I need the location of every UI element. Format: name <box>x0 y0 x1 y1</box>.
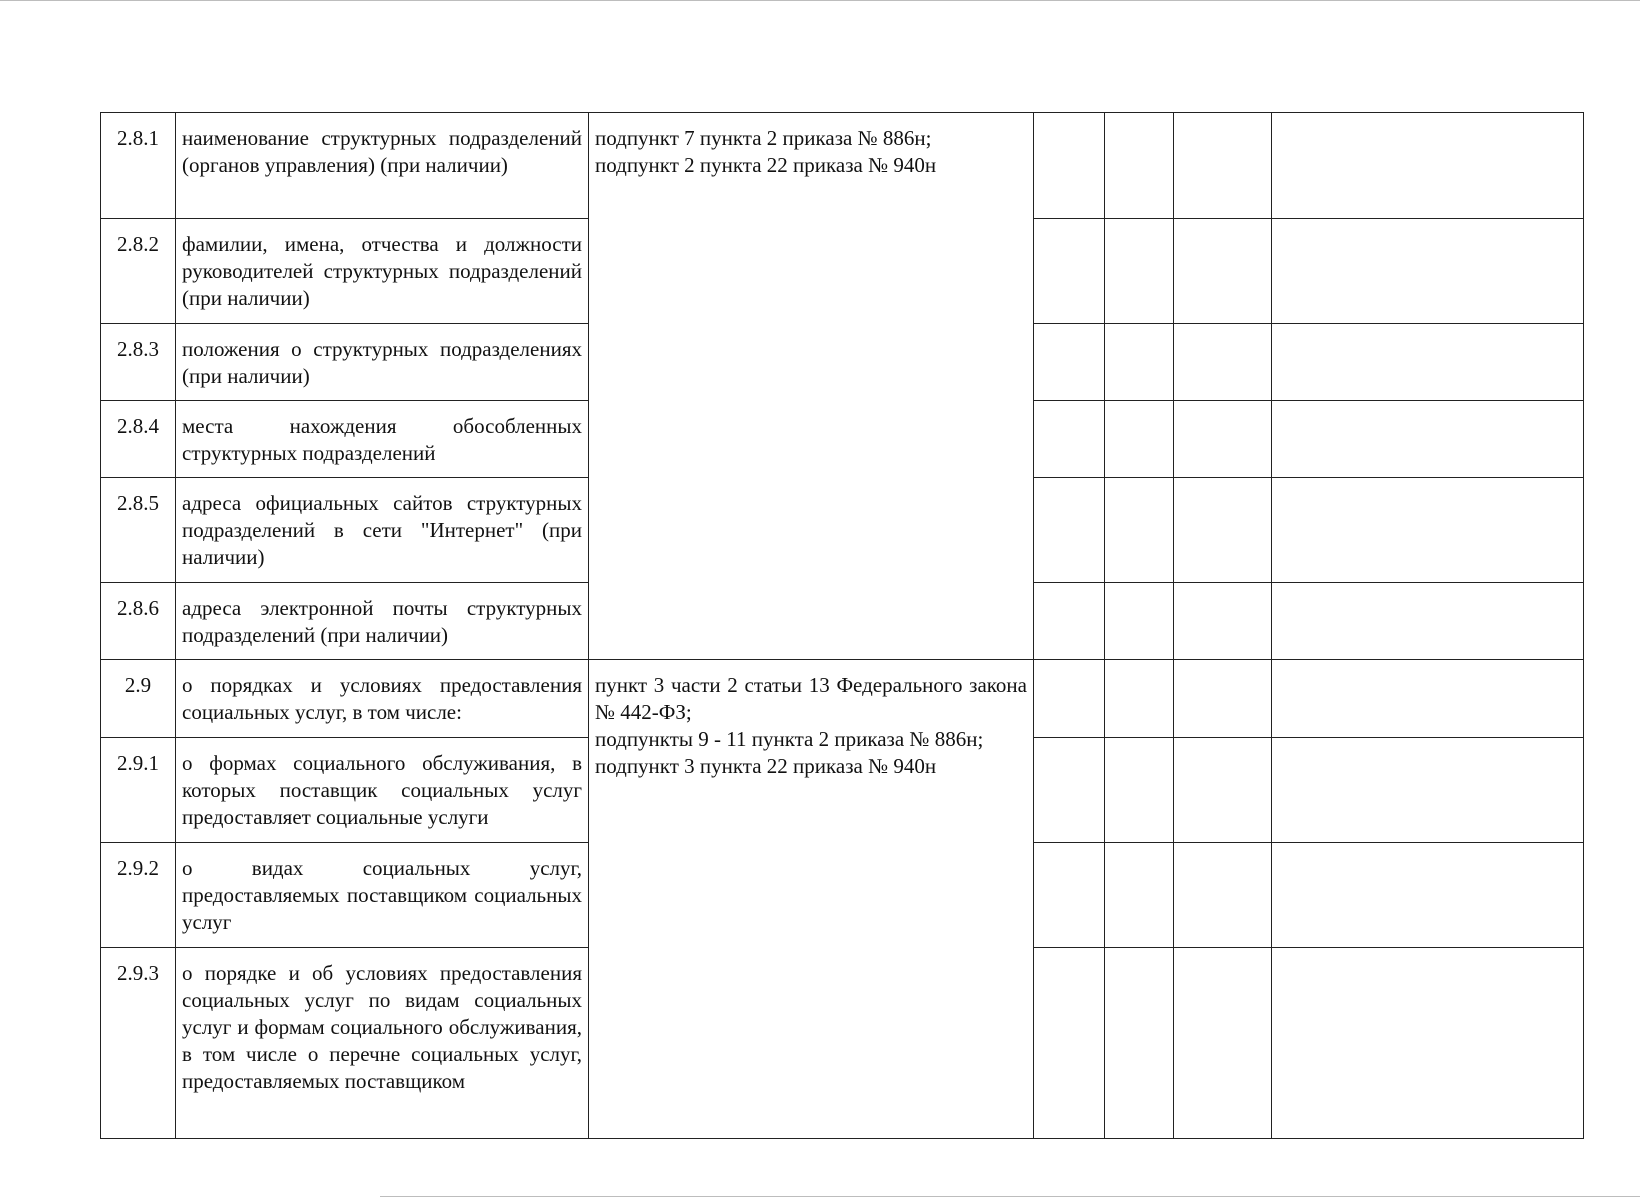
scan-edge-bottom <box>380 1196 1640 1197</box>
empty-cell <box>1272 324 1584 401</box>
empty-cell <box>1174 583 1272 660</box>
empty-cell <box>1034 113 1105 219</box>
row-number: 2.8.6 <box>101 583 176 660</box>
row-description: наименование структурных подразделений (органов управления) (при наличии) <box>176 113 589 219</box>
empty-cell <box>1174 324 1272 401</box>
empty-cell <box>1105 583 1174 660</box>
empty-cell <box>1105 948 1174 1139</box>
empty-cell <box>1272 948 1584 1139</box>
row-description: о формах социального обслуживания, в которых поставщик социальных услуг предоставляет социальные услуги <box>176 738 589 843</box>
row-description: о видах социальных услуг, предоставляемых поставщиком социальных услуг <box>176 843 589 948</box>
empty-cell <box>1174 738 1272 843</box>
empty-cell <box>1272 660 1584 738</box>
empty-cell <box>1034 219 1105 324</box>
scan-edge-top <box>0 0 1640 1</box>
legal-reference-line: подпункт 7 пункта 2 приказа № 886н; <box>595 126 932 150</box>
legal-reference-2-8 <box>589 113 1034 660</box>
empty-cell <box>1105 113 1174 219</box>
empty-cell <box>1272 583 1584 660</box>
row-number: 2.9 <box>101 660 176 738</box>
table-row <box>101 113 1584 219</box>
empty-cell <box>1174 948 1272 1139</box>
empty-cell <box>1174 113 1272 219</box>
empty-cell <box>1174 660 1272 738</box>
empty-cell <box>1034 843 1105 948</box>
empty-cell <box>1034 583 1105 660</box>
empty-cell <box>1034 660 1105 738</box>
empty-cell <box>1174 219 1272 324</box>
row-number: 2.8.4 <box>101 401 176 478</box>
empty-cell <box>1034 401 1105 478</box>
empty-cell <box>1105 401 1174 478</box>
legal-reference-line: подпункт 3 пункта 22 приказа № 940н <box>595 754 937 778</box>
empty-cell <box>1105 324 1174 401</box>
empty-cell <box>1105 660 1174 738</box>
empty-cell <box>1174 478 1272 583</box>
row-description: места нахождения обособленных структурных подразделений <box>176 401 589 478</box>
empty-cell <box>1105 478 1174 583</box>
empty-cell <box>1272 738 1584 843</box>
row-number: 2.8.3 <box>101 324 176 401</box>
row-description: о порядке и об условиях предоставления социальных услуг по видам социальных услуг и формам социального обслуживания, в том числе о перечне социальных услуг, предоставляемых поставщиком <box>176 948 589 1139</box>
row-description: фамилии, имена, отчества и должности руководителей структурных подразделений (при наличии) <box>176 219 589 324</box>
empty-cell <box>1034 478 1105 583</box>
row-description: о порядках и условиях предоставления социальных услуг, в том числе: <box>176 660 589 738</box>
legal-reference-line: подпункт 2 пункта 22 приказа № 940н <box>595 153 937 177</box>
empty-cell <box>1272 843 1584 948</box>
empty-cell <box>1034 738 1105 843</box>
row-number: 2.9.1 <box>101 738 176 843</box>
row-description: адреса электронной почты структурных подразделений (при наличии) <box>176 583 589 660</box>
empty-cell <box>1272 478 1584 583</box>
row-description: положения о структурных подразделениях (при наличии) <box>176 324 589 401</box>
empty-cell <box>1174 843 1272 948</box>
empty-cell <box>1272 401 1584 478</box>
empty-cell <box>1034 324 1105 401</box>
empty-cell <box>1272 113 1584 219</box>
empty-cell <box>1034 948 1105 1139</box>
row-number: 2.8.2 <box>101 219 176 324</box>
empty-cell <box>1105 738 1174 843</box>
row-number: 2.8.5 <box>101 478 176 583</box>
empty-cell <box>1272 219 1584 324</box>
row-number: 2.8.1 <box>101 113 176 219</box>
empty-cell <box>1105 219 1174 324</box>
legal-reference-line: пункт 3 части 2 статьи 13 Федерального закона № 442-ФЗ; <box>595 673 1027 724</box>
row-number: 2.9.2 <box>101 843 176 948</box>
legal-reference-2-9 <box>589 660 1034 1139</box>
row-number: 2.9.3 <box>101 948 176 1139</box>
table-row <box>101 660 1584 738</box>
row-description: адреса официальных сайтов структурных подразделений в сети "Интернет" (при наличии) <box>176 478 589 583</box>
requirements-table <box>100 112 1584 1139</box>
empty-cell <box>1105 843 1174 948</box>
legal-reference-line: подпункты 9 - 11 пункта 2 приказа № 886н; <box>595 727 984 751</box>
empty-cell <box>1174 401 1272 478</box>
